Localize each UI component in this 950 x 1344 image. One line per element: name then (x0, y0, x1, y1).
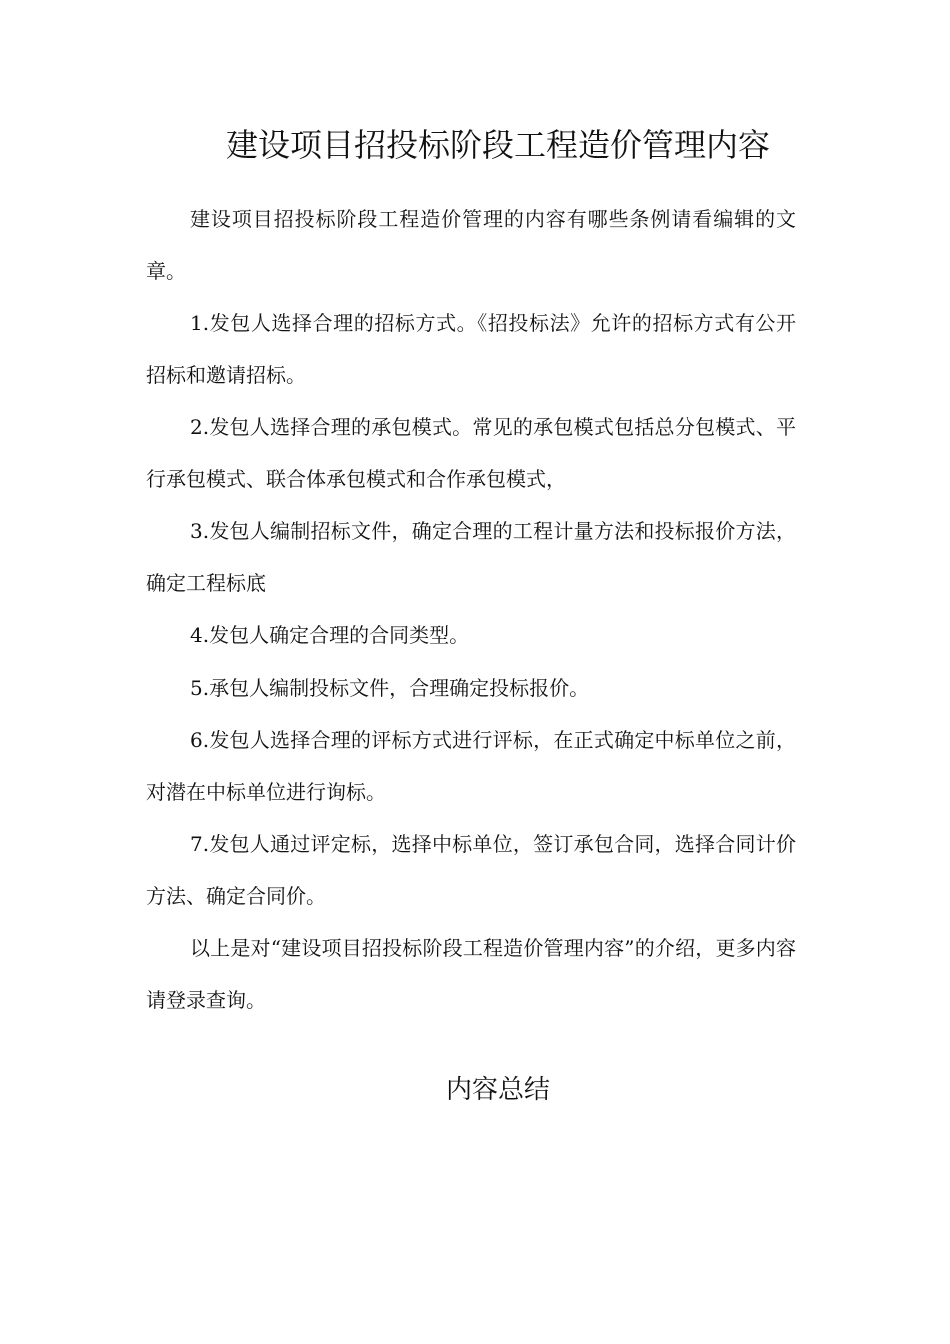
paragraph-item-5: 5.承包人编制投标文件，合理确定投标报价。 (190, 675, 590, 700)
paragraph-item-1: 1.发包人选择合理的招标方式。《招投标法》允许的招标方式有公开招标和邀请招标。 (146, 311, 796, 387)
paragraph-item-3: 3.发包人编制招标文件，确定合理的工程计量方法和投标报价方法，确定工程标底 (146, 519, 796, 595)
paragraph-intro: 建设项目招投标阶段工程造价管理的内容有哪些条例请看编辑的文章。 (146, 207, 796, 283)
summary-heading: 内容总结 (446, 1075, 551, 1105)
paragraph-item-7: 7.发包人通过评定标，选择中标单位，签订承包合同，选择合同计价方法、确定合同价。 (146, 832, 796, 908)
paragraph-item-6: 6.发包人选择合理的评标方式进行评标，在正式确定中标单位之前，对潜在中标单位进行询标。 (146, 728, 796, 804)
document-title: 建设项目招投标阶段工程造价管理内容 (226, 126, 771, 164)
paragraph-conclusion: 以上是对“建设项目招投标阶段工程造价管理内容”的介绍，更多内容请登录查询。 (146, 936, 796, 1012)
paragraph-item-4: 4.发包人确定合理的合同类型。 (190, 623, 470, 647)
document-body (146, 194, 796, 1027)
paragraph-item-2: 2.发包人选择合理的承包模式。常见的承包模式包括总分包模式、平行承包模式、联合体承包模式和合作承包模式， (146, 415, 796, 491)
